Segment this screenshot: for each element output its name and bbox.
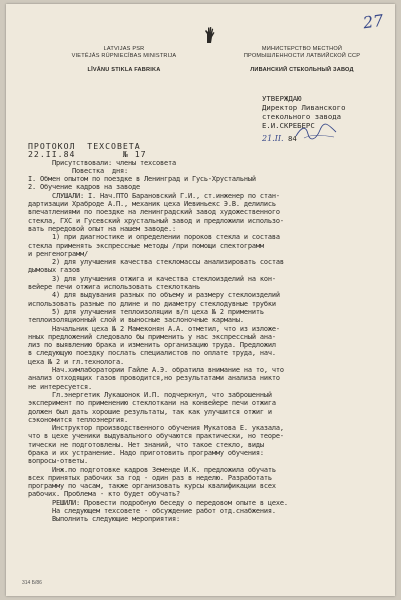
protocol-text-line: стекла, ГХС и Гусевский хрустальный завод и предложили использо- xyxy=(28,216,284,225)
protocol-text-line: программу по часам, также организовать курсы квалификации всех xyxy=(28,482,276,491)
protocol-text-line: РЕШИЛИ: Провести подробную беседу о передовом опыте в цехе. xyxy=(28,498,288,507)
protocol-text-line: теплоизоляционный слой и выносные заслоночные карманы. xyxy=(28,316,244,325)
protocol-text-line: I. Обмен опытом по поездке в Ленинград и Гусь-Хрустальный xyxy=(28,175,256,184)
protocol-text-line: Инструктор производственного обучения Мукатова Е. указала, xyxy=(28,424,284,433)
protocol-text-line: всех принятых рабочих за год - один раз в неделю. Разработать xyxy=(28,473,272,482)
protocol-text-line: Гл.энергетик Лукашонок И.П. подчеркнул, что заброшенный xyxy=(28,390,272,399)
protocol-text-line: впечатлениями по поездке на ленинградский завод художественного xyxy=(28,208,280,217)
letterhead-latvian-factory: LĪVĀNU STIKLA FABRIKA xyxy=(87,67,161,73)
protocol-text-line: эксперимент по применению стеклоткани на конвейере печи отжига xyxy=(28,399,276,408)
protocol-text-line: цеха № 2 и гл.технолога. xyxy=(28,357,124,366)
protocol-text-line: сэкономится теплоэнергия. xyxy=(28,415,128,424)
letterhead-latvian-line1: LATVIJAS PSR xyxy=(103,46,145,52)
protocol-text-line: должен был дать хорошие результаты, так как улучшится отжиг и xyxy=(28,407,272,416)
protocol-text-line: дымовых газов xyxy=(28,266,80,275)
signature-mark xyxy=(294,122,338,142)
protocol-text-line: СЛУШАЛИ: I. Нач.ПТО Барановский Г.И., ст.инженер по стан- xyxy=(28,191,280,200)
document-page xyxy=(6,4,395,596)
letterhead-russian-factory: ЛИВАНСКИЙ СТЕКОЛЬНЫЙ ЗАВОД xyxy=(250,67,354,73)
protocol-title-line: 22.II.84 № 17 xyxy=(28,149,147,160)
protocol-text-line: что в цехе ученики выдувального обучаются практически, но теоре- xyxy=(28,432,284,441)
protocol-text-line: 1) при диагностике и определении пороков стекла и состава xyxy=(28,233,280,242)
print-code: 314 Б/86 xyxy=(22,580,42,586)
protocol-text-line: стекла применять экспрессные методы /при помощи спектограмм xyxy=(28,241,264,250)
protocol-text-line: дартизации Храброде А.П., механик цеха Иевиньекс Э.В. делились xyxy=(28,200,276,209)
letterhead-latvian xyxy=(64,46,184,74)
letterhead-latvian-line2: VIETĒJĀS RŪPNIECĪBAS MINISTRIJA xyxy=(71,53,177,59)
protocol-text-line: вопросы-ответы. xyxy=(28,457,88,466)
protocol-text-line: Присутствовали: члены техсовета xyxy=(28,158,176,167)
approval-year: 84 xyxy=(288,134,297,143)
protocol-text-line: 3) для улучшения отжига и качества стеклоизделий на кон- xyxy=(28,274,276,283)
protocol-text-line: 4) для выдувания разных по объему и размеру стеклоизделий xyxy=(28,291,280,300)
protocol-text-line: 2. Обучение кадров на заводе xyxy=(28,183,140,192)
letterhead-russian-line2: ПРОМЫШЛЕННОСТИ ЛАТВИЙСКОЙ ССР xyxy=(243,53,361,59)
protocol-text-line: анализ отходящих газов проводится,но результатами анализа никто xyxy=(28,374,280,383)
protocol-text-line: Выполнить следующие мероприятия: xyxy=(28,515,180,524)
protocol-text-line: тически не подготовлены. Нет знаний, что такое стекло, виды xyxy=(28,440,264,449)
approval-date-handwritten: 21.II. xyxy=(262,134,284,143)
protocol-title-line: ПРОТОКОЛ ТЕХСОВЕТА xyxy=(28,141,141,151)
protocol-text-line: использовать разные по длине и по диаметру стеклодувные трубки xyxy=(28,299,276,308)
protocol-text-line: Нач.химлаборатории Гайле А.Э. обратила внимание на то, что xyxy=(28,366,284,375)
protocol-text-line: лиз по выявлению брака и изменить организацию труда. Предложил xyxy=(28,341,276,350)
protocol-text-line: Начальник цеха № 2 Мамеконян А.А. отметил, что из изложе- xyxy=(28,324,280,333)
letterhead-russian-line1: МИНИСТЕРСТВО МЕСТНОЙ xyxy=(261,46,343,52)
archive-page-number: 27 xyxy=(361,10,385,33)
protocol-text-line: Повестка дня: xyxy=(28,166,128,175)
approval-name: Е.И.СКРЕБЕРС xyxy=(262,121,315,130)
letterhead-russian xyxy=(242,46,362,74)
protocol-text-line: рабочих. Проблема - кто будет обучать? xyxy=(28,490,180,499)
protocol-text-line: и ренгенограмм/ xyxy=(28,249,88,258)
protocol-body xyxy=(28,142,378,524)
approval-position-1: Директор Ливанского xyxy=(262,103,346,112)
protocol-text-line: 5) для улучшения теплоизоляции в/п цеха № 2 применить xyxy=(28,307,264,316)
protocol-text-line: Инж.по подготовке кадров Земенде И.К. предложила обучать xyxy=(28,465,276,474)
protocol-text-line: брака и их устранение. Надо приготовить программу обучения: xyxy=(28,448,264,457)
protocol-text-line: вать передовой опыт на нашем заводе.: xyxy=(28,224,176,233)
protocol-text-line: На следующем техсовете - обсуждение работ отд.снабжения. xyxy=(28,507,276,516)
protocol-text-line: нных предложений следовало бы применить у нас экспрессный ана- xyxy=(28,332,276,341)
protocol-text-line: не интересуется. xyxy=(28,382,92,391)
protocol-text-line: 2) для улучшения качества стекломассы анализировать состав xyxy=(28,258,284,267)
protocol-text-line: вейере печи отжига использовать стеклоткань xyxy=(28,283,200,292)
hand-emblem-icon xyxy=(202,26,216,44)
approval-position-2: стекольного завода xyxy=(262,112,342,121)
approval-heading: УТВЕРЖДАЮ xyxy=(262,94,302,103)
protocol-text-line: в следующую поездку послать специалистов по оплате труда, нач. xyxy=(28,349,276,358)
